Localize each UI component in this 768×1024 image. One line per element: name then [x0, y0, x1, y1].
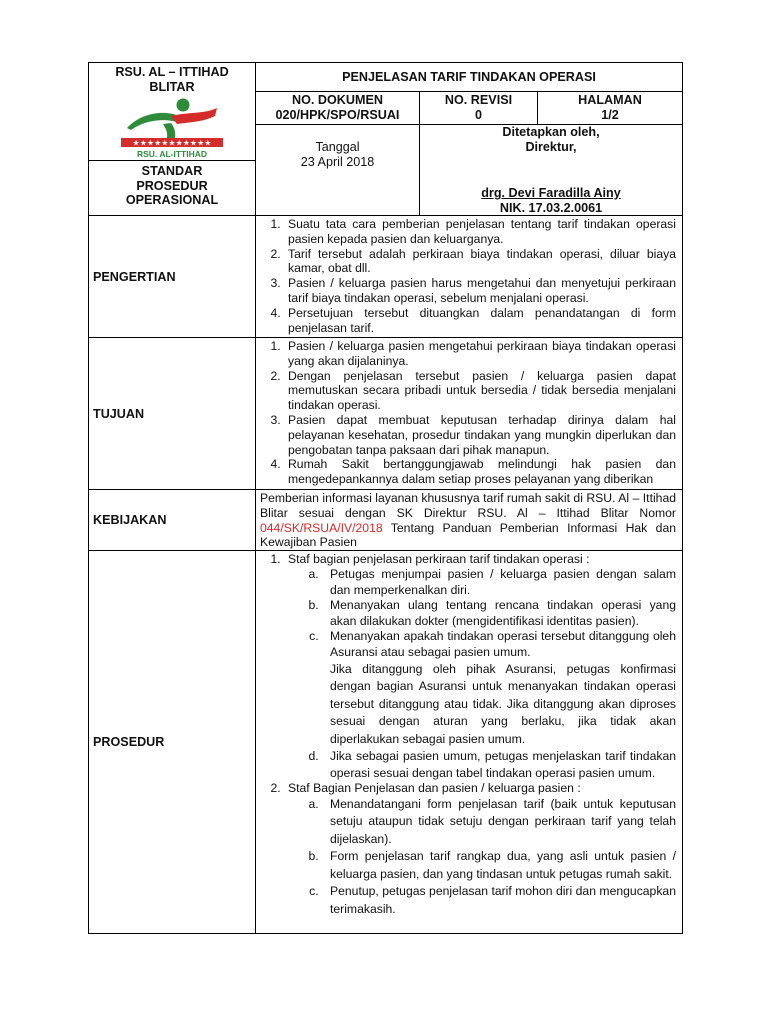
list-item: 3. Pasien / keluarga pasien harus mengetahui dan menyetujui perkiraan tarif biaya tindakan operasi, sebelum menjalani operasi. [284, 276, 676, 306]
tujuan-label [89, 338, 256, 490]
kebijakan-label-text: KEBIJAKAN [93, 513, 167, 528]
hospital-city: BLITAR [149, 79, 195, 94]
sk-number: 044/SK/RSUA/IV/2018 [260, 520, 383, 535]
pengertian-content [256, 216, 683, 338]
list-item: 4. Rumah Sakit bertanggungjawab melindungi hak pasien dan mengedepankannya dalam setiap proses pelayanan yang diberikan [284, 457, 676, 487]
sop-title-line3: OPERASIONAL [125, 193, 219, 207]
doc-number-value: 020/HPK/SPO/RSUAI [275, 107, 400, 122]
step-1-text: Staf bagian penjelasan perkiraan tarif tindakan operasi : [288, 552, 590, 567]
kebijakan-content [256, 490, 683, 551]
step-1c-text: c. Menanyakan apakah tindakan operasi tersebut ditanggung oleh Asuransi atau sebagai pasien umum. [330, 629, 676, 659]
hospital-identity-cell [89, 63, 256, 216]
doc-number-label: NO. DOKUMEN [292, 93, 383, 107]
hospital-name: RSU. AL – ITTIHAD [115, 65, 229, 79]
prosedur-step-1 [284, 552, 676, 781]
date-cell [256, 125, 420, 216]
date-label: Tanggal [315, 140, 360, 154]
prosedur-label [89, 551, 256, 934]
tujuan-label-text: TUJUAN [93, 406, 145, 421]
list-item: 2. Tarif tersebut adalah perkiraan biaya tindakan operasi, diluar biaya kamar, obat dll. [284, 247, 676, 277]
prosedur-step-2 [284, 781, 676, 918]
sop-title-line2: PROSEDUR [136, 178, 208, 193]
list-item: b. Menanyakan ulang tentang rencana tindakan operasi yang akan dilakukan dokter (mengidentifikasi identitas pasien). [322, 598, 676, 629]
prosedur-content [256, 551, 683, 934]
pengertian-label [89, 216, 256, 338]
prosedur-list [256, 552, 682, 918]
logo-head [177, 99, 190, 112]
revision-value: 0 [474, 107, 482, 122]
sop-table [88, 62, 683, 934]
list-item: c. Penutup, petugas penjelasan tarif mohon diri dan mengucapkan terimakasih. [322, 883, 676, 918]
document-title-text: PENJELASAN TARIF TINDAKAN OPERASI [342, 69, 596, 84]
list-item: a. Petugas menjumpai pasien / keluarga pasien dengan salam dan memperkenalkan diri. [322, 567, 676, 598]
sop-title-line1: STANDAR [141, 164, 203, 178]
revision-cell [420, 92, 538, 125]
hospital-logo [117, 94, 227, 160]
logo-red-swoosh [171, 108, 217, 124]
revision-label: NO. REVISI [444, 93, 513, 107]
kebijakan-text-after: Tentang Panduan Pemberian Informasi Hak dan Kewajiban Pasien [260, 520, 676, 550]
list-item: 4. Persetujuan tersebut dituangkan dalam penandatangan di form penjelasan tarif. [284, 306, 676, 336]
date-value: 23 April 2018 [300, 154, 375, 169]
tujuan-list [256, 339, 682, 487]
list-item: 3. Pasien dapat membuat keputusan terhadap dirinya dalam hal pelayanan kesehatan, prosedur tindakan yang mungkin diperlukan dan pengobatan tanpa paksaan dari pihak manapun. [284, 413, 676, 457]
step-1c-extra: Jika ditanggung oleh pihak Asuransi, petugas konfirmasi dengan bagian Asuransi untuk menanyakan tindakan operasi tersebut ditanggung atau tidak. Jika ditanggung akan diproses sesuai dengan aturan yang berlaku, jika tidak akan diperlakukan sebagai pasien umum. [330, 661, 676, 746]
doc-number-cell [256, 92, 420, 125]
tujuan-content [256, 338, 683, 490]
signer-name: drg. Devi Faradilla Ainy [481, 186, 621, 200]
list-item: b. Form penjelasan tarif rangkap dua, yang asli untuk pasien / keluarga pasien, dan yang tindasan untuk petugas rumah sakit. [322, 848, 676, 883]
list-item: d. Jika sebagai pasien umum, petugas menjelaskan tarif tindakan operasi sesuai dengan tabel tindakan operasi pasien umum. [322, 748, 676, 781]
pengertian-label-text: PENGERTIAN [93, 269, 176, 284]
kebijakan-label [89, 490, 256, 551]
approved-by: Ditetapkan oleh, [502, 125, 600, 139]
step-2-sublist [288, 796, 676, 919]
list-item: 1. Suatu tata cara pemberian penjelasan tentang tarif tindakan operasi pasien kepada pasien dan keluarganya. [284, 217, 676, 247]
list-item: 2. Dengan penjelasan tersebut pasien / keluarga pasien dapat memutuskan secara pribadi untuk bersedia / tidak bersedia menjalani tindakan operasi. [284, 369, 676, 413]
document-title [256, 63, 683, 92]
page-value: 1/2 [601, 107, 619, 122]
logo-text: RSU. AL-ITTIHAD [136, 149, 208, 159]
prosedur-label-text: PROSEDUR [93, 735, 165, 750]
list-item-c [322, 629, 676, 748]
pengertian-list [256, 217, 682, 335]
logo-stars: ★★★★★★★★★★★ [132, 138, 212, 148]
kebijakan-text-before: Pemberian informasi layanan khususnya tarif rumah sakit di RSU. Al – Ittihad Blitar sesuai dengan SK Direktur RSU. Al – Ittihad Blitar Nomor [260, 491, 676, 520]
signer-nik: NIK. 17.03.2.0061 [499, 200, 603, 215]
sop-document [88, 62, 682, 934]
approver-title: Direktur, [525, 139, 577, 154]
step-1-sublist [288, 567, 676, 781]
page-label: HALAMAN [578, 93, 642, 107]
list-item: a. Menandatangani form penjelasan tarif (baik untuk keputusan setuju ataupun tidak setuju dengan perkiraan tarif yang telah dijelaskan). [322, 796, 676, 849]
page-cell [538, 92, 683, 125]
step-2-text: Staf Bagian Penjelasan dan pasien / keluarga pasien : [288, 781, 581, 796]
list-item: 1. Pasien / keluarga pasien mengetahui perkiraan biaya tindakan operasi yang akan dijalaninya. [284, 339, 676, 369]
approval-cell [420, 125, 683, 216]
